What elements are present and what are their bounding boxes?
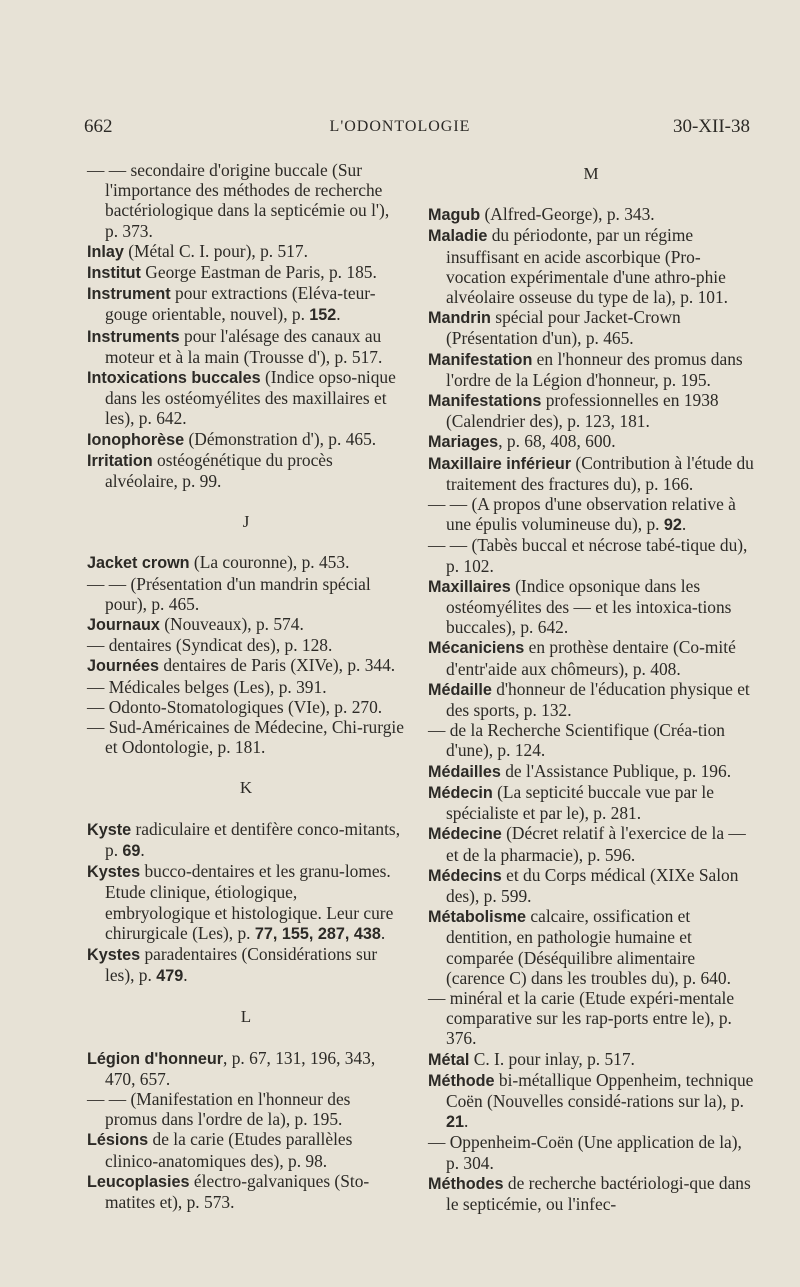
entry-headword: Kystes xyxy=(87,863,141,882)
entry-page-ref: 92 xyxy=(663,516,682,535)
entry-headword: Méthode xyxy=(428,1071,495,1090)
entry-headword: Jacket crown xyxy=(87,554,190,573)
entry-headword: Journées xyxy=(87,657,159,676)
entry-page-ref: 21 xyxy=(446,1113,465,1132)
entry-text: (Nouveaux), p. 574. xyxy=(159,614,304,635)
entry-headword: Maladie xyxy=(428,227,488,246)
index-entry xyxy=(87,552,405,573)
entry-text: — — (A propos d'une observation relative à une épulis volumineuse du), p. xyxy=(428,494,736,535)
index-entry xyxy=(87,944,405,986)
entry-text: (La couronne), p. 453. xyxy=(189,552,350,573)
entry-headword: Instrument xyxy=(87,285,171,304)
entry-text: — — secondaire d'origine buccale (Sur l'importance des méthodes de recherche bactériologique dans la septicémie ou l'), p. 373. xyxy=(87,160,390,241)
index-entry xyxy=(428,1049,754,1070)
index-entry xyxy=(428,390,754,431)
entry-text: du périodonte, par un régime insuffisant en acide ascorbique (Pro-vocation expérimentale d'une athro-phie alvéolaire osseuse du type de la), p. 101. xyxy=(446,225,729,308)
entry-text: de l'Assistance Publique, p. 196. xyxy=(500,760,732,781)
index-entry xyxy=(428,453,754,494)
entry-text: en l'honneur des promus dans l'ordre de la Légion d'honneur, p. 195. xyxy=(446,348,743,390)
index-entry xyxy=(87,819,405,861)
index-entry xyxy=(87,635,405,655)
entry-page-ref: 77, 155, 287, 438 xyxy=(254,924,381,943)
index-entry xyxy=(428,823,754,864)
entry-text: (Décret relatif à l'exercice de la — et de la pharmacie), p. 596. xyxy=(446,823,746,865)
entry-text: de la carie (Etudes parallèles clinico-anatomiques des), p. 98. xyxy=(105,1129,353,1171)
entry-text: (Contribution à l'étude du traitement des fractures du), p. 166. xyxy=(446,452,754,494)
section-letter: J xyxy=(242,512,250,532)
entry-headword: Maxillaires xyxy=(428,577,511,596)
entry-text: calcaire, ossification et dentition, en pathologie humaine et comparée (Déséquilibre alimentaire (carence C) dans les troubles du), p. 640. xyxy=(446,906,731,988)
entry-headword: Médecine xyxy=(428,825,502,844)
entry-text: bi-métallique Oppenheim, technique Coën (Nouvelles considé-rations sur la), p. xyxy=(446,1069,754,1111)
index-entry xyxy=(428,431,754,452)
entry-page-ref: 479 xyxy=(156,967,184,986)
entry-headword: Légion d'honneur xyxy=(87,1049,224,1068)
entry-text-end: . xyxy=(681,514,687,535)
index-entry xyxy=(428,1132,754,1172)
entry-headword: Kyste xyxy=(87,820,132,839)
entry-text: (Démonstration d'), p. 465. xyxy=(184,428,377,449)
entry-headword: Institut xyxy=(87,264,141,283)
entry-text: (La septicité buccale vue par le spécialiste et par le), p. 281. xyxy=(446,781,714,824)
entry-text: — Sud-Américaines de Médecine, Chi-rurgie et Odontologie, p. 181. xyxy=(87,717,404,758)
index-entry xyxy=(87,1171,405,1212)
page-header xyxy=(0,0,800,140)
entry-headword: Médailles xyxy=(428,762,501,781)
index-entry xyxy=(428,761,754,782)
entry-text: — minéral et la carie (Etude expéri-mentale comparative sur les rap-ports entre le), p. 376. xyxy=(428,987,735,1049)
index-entry xyxy=(87,717,405,757)
index-entry xyxy=(87,655,405,676)
entry-text-end: . xyxy=(140,839,145,860)
index-entry xyxy=(87,614,405,635)
index-entry xyxy=(87,677,405,697)
entry-headword: Inlay xyxy=(87,242,124,261)
entry-headword: Leucoplasies xyxy=(87,1172,190,1191)
section-letter: L xyxy=(240,1007,252,1027)
entry-headword: Instruments xyxy=(87,327,180,346)
index-entry xyxy=(428,225,754,307)
entry-headword: Irritation xyxy=(87,451,153,470)
index-entry xyxy=(428,535,754,575)
index-entry xyxy=(428,679,754,720)
index-entry xyxy=(87,1048,405,1089)
index-entry xyxy=(428,720,754,760)
entry-text: (Indice opsonique dans les ostéomyélites des — et les intoxica-tions buccales), p. 642. xyxy=(446,575,732,638)
entry-headword: Mandrin xyxy=(428,309,491,328)
index-entry xyxy=(87,1089,405,1129)
entry-text-end: . xyxy=(464,1111,469,1132)
index-entry xyxy=(87,367,405,429)
index-entry xyxy=(87,326,405,367)
entry-text: dentaires de Paris (XIVe), p. 344. xyxy=(158,655,396,676)
index-entry xyxy=(428,349,754,390)
entry-text: — Médicales belges (Les), p. 391. xyxy=(87,676,327,697)
entry-text: George Eastman de Paris, p. 185. xyxy=(140,262,377,283)
entry-headword: Magub xyxy=(428,206,481,225)
entry-text: paradentaires (Considérations sur les), p. xyxy=(105,943,378,986)
index-entry xyxy=(428,906,754,988)
entry-text: pour extractions (Eléva-teur-gouge orientable, nouvel), p. xyxy=(105,283,376,325)
entry-text: ostéogénétique du procès alvéolaire, p. 99. xyxy=(105,449,333,492)
index-entry xyxy=(87,1129,405,1170)
index-entry xyxy=(428,865,754,906)
entry-headword: Mécaniciens xyxy=(428,639,525,658)
index-entry xyxy=(428,782,754,823)
page-number: 662 xyxy=(84,116,113,137)
entry-text: (Alfred-George), p. 343. xyxy=(480,204,655,225)
index-entry xyxy=(428,988,754,1049)
entry-headword: Méthodes xyxy=(428,1174,504,1193)
entry-text: (Métal C. I. pour), p. 517. xyxy=(123,240,308,261)
entry-page-ref: 69 xyxy=(122,841,141,860)
entry-text: pour l'alésage des canaux au moteur et à la main (Trousse d'), p. 517. xyxy=(105,325,383,367)
entry-text: et du Corps médical (XIXe Salon des), p. 599. xyxy=(446,864,739,906)
entry-headword: Manifestations xyxy=(428,392,542,411)
index-entry xyxy=(87,450,405,491)
section-letter: K xyxy=(239,778,253,798)
index-entry xyxy=(87,283,405,325)
entry-text: — — (Présentation d'un mandrin spécial pour), p. 465. xyxy=(87,573,371,614)
entry-headword: Médecins xyxy=(428,866,502,885)
entry-text: d'honneur de l'éducation physique et des sports, p. 132. xyxy=(446,678,750,721)
index-column-right xyxy=(428,160,754,1214)
entry-headword: Mariages xyxy=(428,433,499,452)
entry-headword: Manifestation xyxy=(428,350,533,369)
entry-text-end: . xyxy=(380,922,386,943)
entry-text: (Indice opso-nique dans les ostéomyélites des maxillaires et les), p. 642. xyxy=(105,367,396,429)
entry-text: de recherche bactériologi-que dans le septicémie, ou l'infec- xyxy=(446,1172,751,1214)
entry-text: bucco-dentaires et les granu-lomes. Etude clinique, étiologique, embryologique et histologique. Leur cure chirurgicale (Les), p. xyxy=(105,861,394,943)
entry-text: — dentaires (Syndicat des), p. 128. xyxy=(87,635,333,656)
entry-text: — — (Tabès buccal et nécrose tabé-tique du), p. 102. xyxy=(428,535,748,576)
entry-text: spécial pour Jacket-Crown (Présentation d'un), p. 465. xyxy=(446,307,681,349)
index-entry xyxy=(87,262,405,283)
entry-text: électro-galvaniques (Sto-matites et), p. 573. xyxy=(105,1170,370,1212)
index-entry xyxy=(428,576,754,638)
entry-text: — — (Manifestation en l'honneur des promus dans l'ordre de la), p. 195. xyxy=(87,1088,351,1130)
issue-date: 30-XII-38 xyxy=(672,116,750,137)
entry-text-end: . xyxy=(183,965,188,986)
entry-headword: Médecin xyxy=(428,783,493,802)
entry-text: , p. 67, 131, 196, 343, 470, 657. xyxy=(105,1047,376,1089)
section-letter: M xyxy=(583,164,599,183)
entry-headword: Lésions xyxy=(87,1131,149,1150)
entry-text-end: . xyxy=(336,304,341,325)
entry-headword: Métabolisme xyxy=(428,908,527,927)
index-entry xyxy=(87,241,405,262)
entry-text: radiculaire et dentifère conco-mitants, p. xyxy=(105,818,401,860)
index-entry xyxy=(428,494,754,535)
entry-headword: Journaux xyxy=(87,616,160,635)
entry-headword: Kystes xyxy=(87,945,141,964)
index-entry xyxy=(428,1173,754,1214)
entry-headword: Ionophorèse xyxy=(87,430,185,449)
entry-headword: Intoxications buccales xyxy=(87,369,261,388)
entry-text: — Odonto-Stomatologiques (VIe), p. 270. xyxy=(87,696,383,717)
running-title: L'ODONTOLOGIE xyxy=(329,118,471,135)
index-entry xyxy=(428,1070,754,1133)
index-entry xyxy=(87,429,405,450)
entry-text: en prothèse dentaire (Co-mité d'entr'aide aux chômeurs), p. 408. xyxy=(446,637,736,679)
entry-text: — de la Recherche Scientifique (Créa-tion d'une), p. 124. xyxy=(428,720,725,761)
entry-page-ref: 152 xyxy=(309,306,337,325)
entry-headword: Médaille xyxy=(428,680,492,699)
entry-headword: Métal xyxy=(428,1050,470,1069)
index-column-left xyxy=(87,160,405,1212)
entry-text: C. I. pour inlay, p. 517. xyxy=(469,1048,635,1069)
index-entry xyxy=(428,307,754,348)
index-entry xyxy=(87,861,405,944)
entry-text: — Oppenheim-Coën (Une application de la), p. 304. xyxy=(428,1132,742,1173)
index-entry xyxy=(87,574,405,614)
index-entry xyxy=(428,204,754,225)
index-entry xyxy=(87,160,405,241)
index-entry xyxy=(87,697,405,717)
entry-text: , p. 68, 408, 600. xyxy=(498,431,616,452)
entry-text: professionnelles en 1938 (Calendrier des), p. 123, 181. xyxy=(446,390,719,432)
index-entry xyxy=(428,637,754,678)
entry-headword: Maxillaire inférieur xyxy=(428,454,572,473)
